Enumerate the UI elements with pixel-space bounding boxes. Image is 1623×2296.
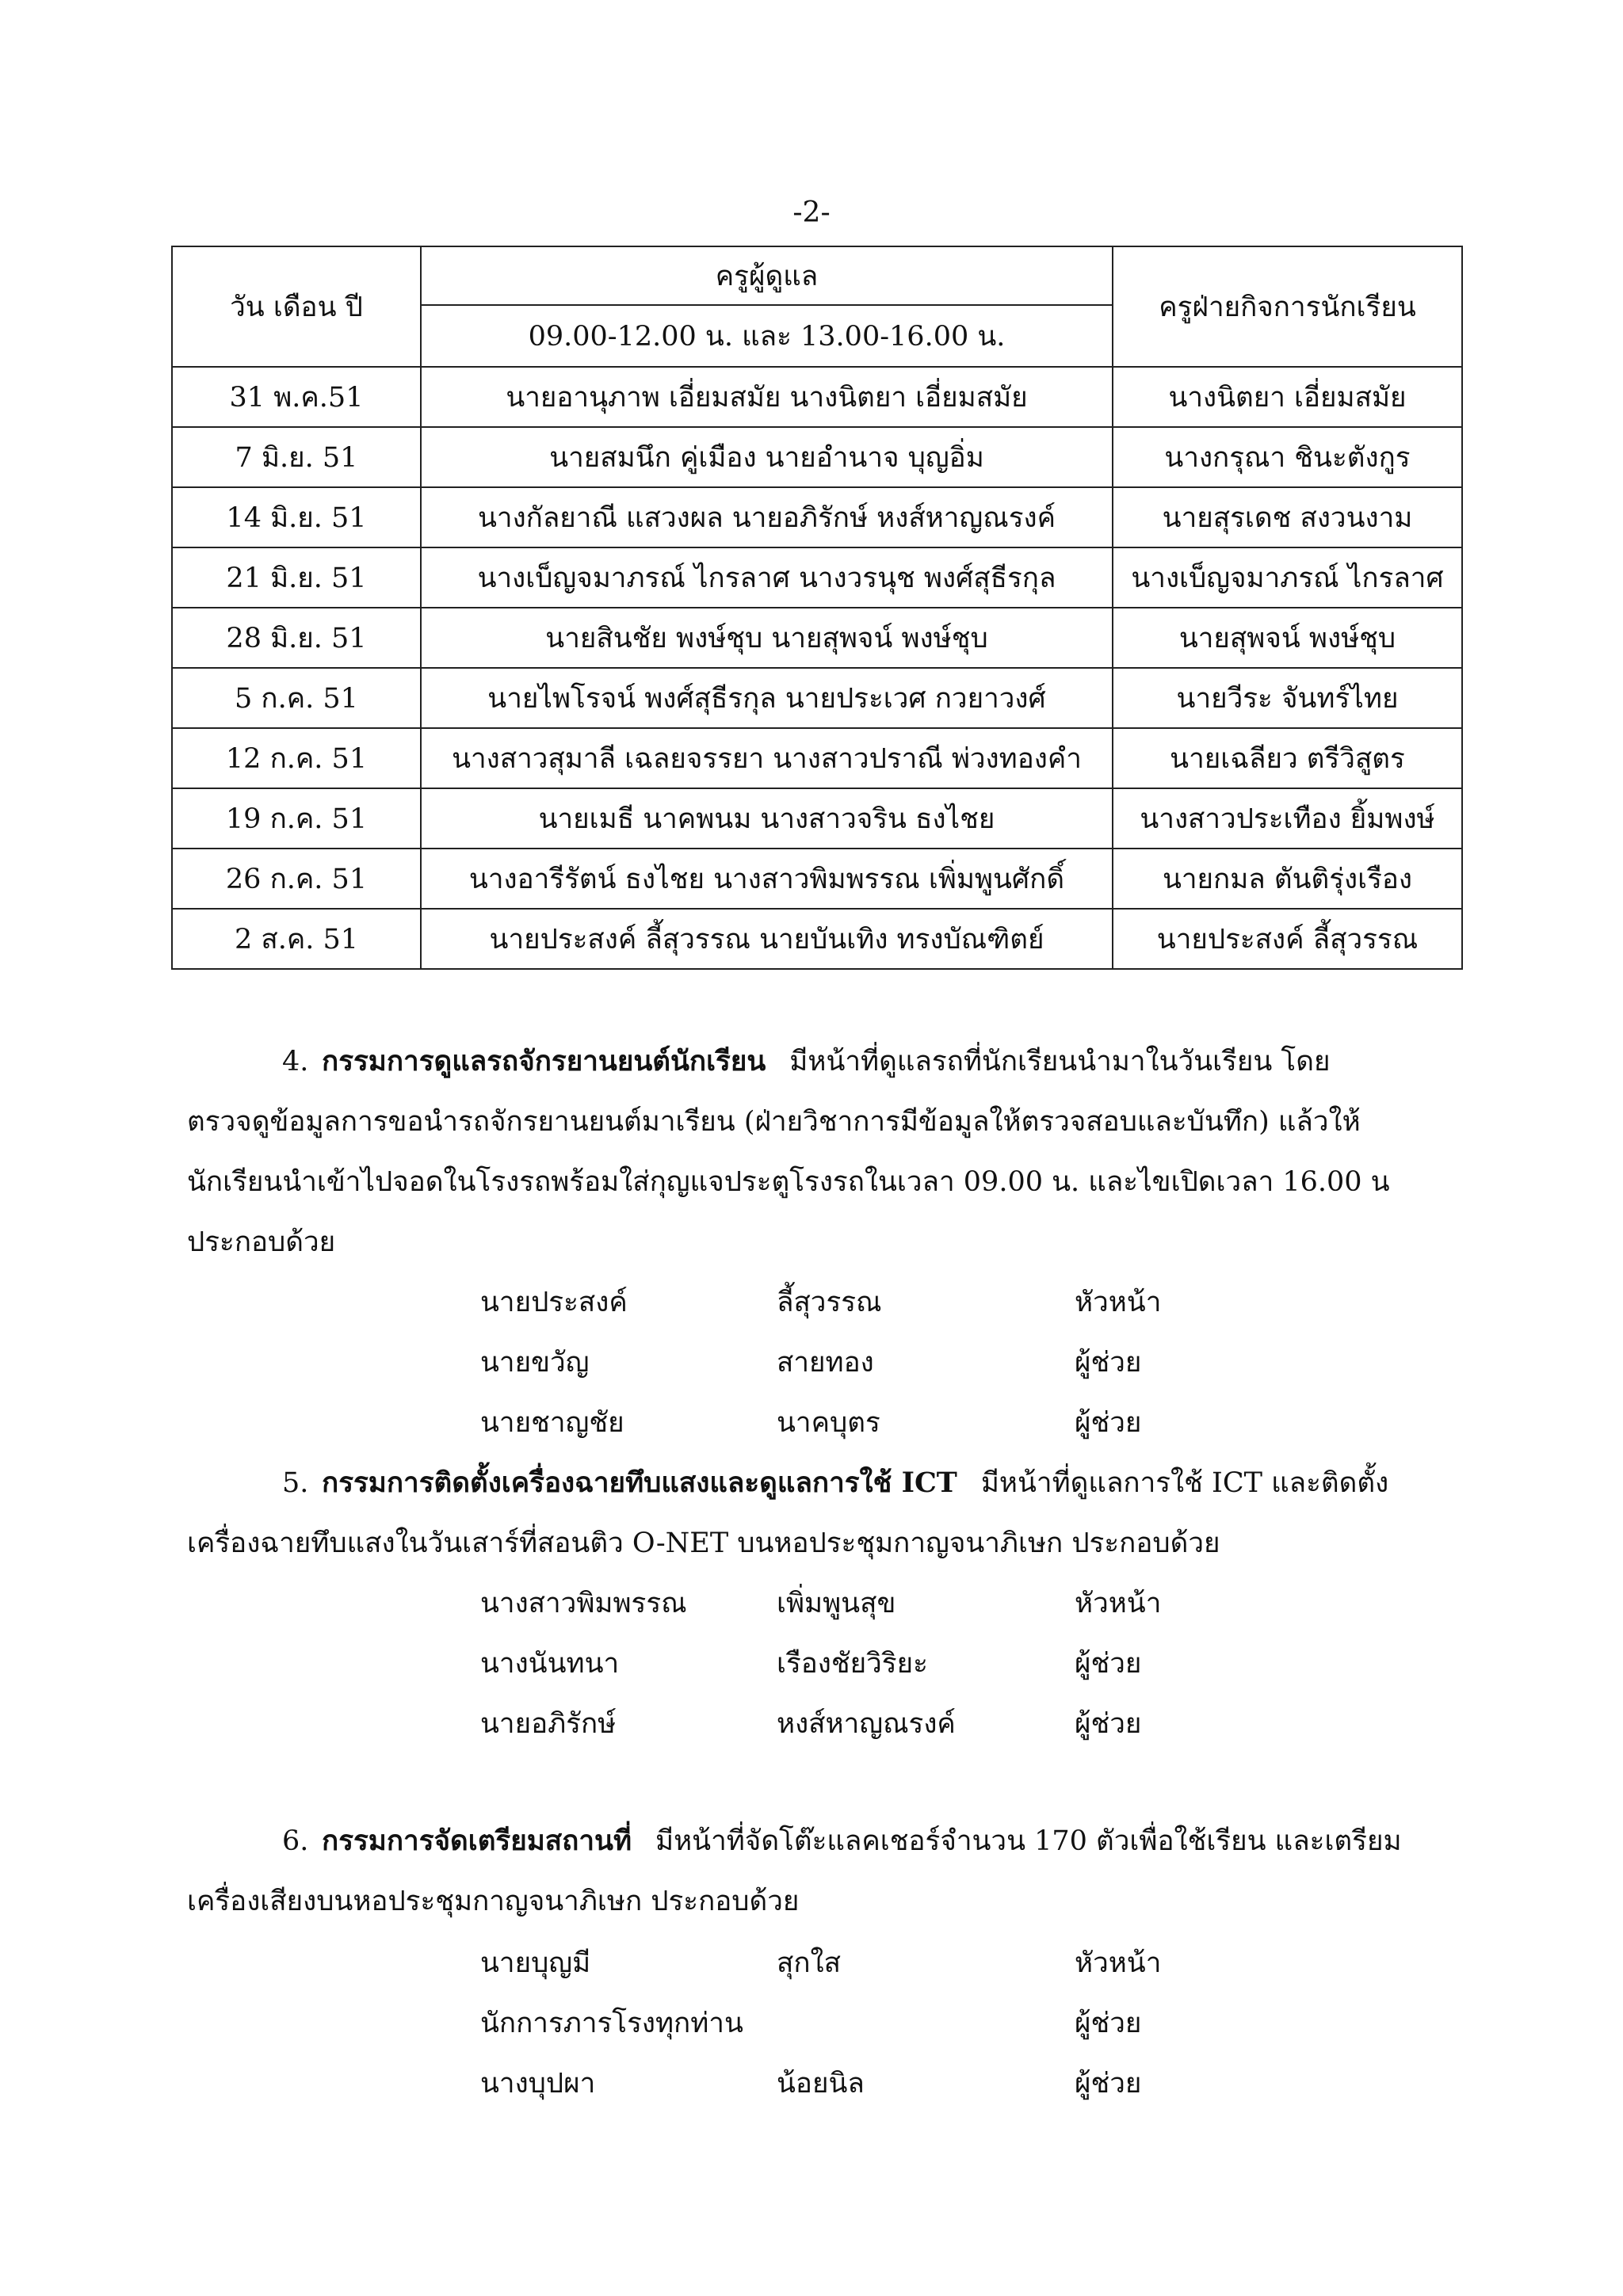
row-date: 12 ก.ค. 51 (172, 728, 421, 788)
row-teachers: นางเบ็ญจมาภรณ์ ไกรลาศ นางวรนุช พงศ์สุธีรกุล (421, 547, 1113, 608)
paragraph-line: เครื่องเสียงบนหอประชุมกาญจนาภิเษก ประกอบด้วย (187, 1886, 800, 1917)
member-last-name: นาคบุตร (777, 1407, 880, 1439)
section-6-first-line (187, 1811, 1455, 1871)
table-row (172, 849, 1462, 909)
member-first-name: นางนันทนา (480, 1648, 620, 1680)
table-row (172, 909, 1462, 969)
member-first-name: นายบุญมี (480, 1947, 591, 1979)
member-last-name: หงส์หาญณรงค์ (777, 1708, 956, 1740)
section-4-first-line (187, 1032, 1455, 1092)
member-role: ผู้ช่วย (1075, 2068, 1142, 2100)
member-row (0, 1333, 1623, 1393)
row-date: 26 ก.ค. 51 (172, 849, 421, 909)
member-role: ผู้ช่วย (1075, 1347, 1142, 1379)
section-5-first-line (187, 1453, 1455, 1513)
row-date: 2 ส.ค. 51 (172, 909, 421, 969)
table-row (172, 367, 1462, 427)
section-4-paragraph (187, 1032, 1455, 1272)
row-student-affairs: นายสุรเดช สงวนงาม (1113, 487, 1462, 547)
member-last-name: เรืองชัยวิริยะ (777, 1648, 928, 1680)
member-role: ผู้ช่วย (1075, 1407, 1142, 1439)
member-last-name: เพิ่มพูนสุข (777, 1588, 896, 1619)
row-student-affairs: นายประสงค์ ลี้สุวรรณ (1113, 909, 1462, 969)
paragraph-line: ประกอบด้วย (187, 1226, 336, 1258)
row-teachers: นางอารีรัตน์ ธงไชย นางสาวพิมพรรณ เพิ่มพูนศักดิ์ (421, 849, 1113, 909)
member-row (0, 1933, 1623, 1993)
section-number: 5. (282, 1467, 309, 1499)
member-last-name: สุกใส (777, 1947, 842, 1979)
table-row (172, 547, 1462, 608)
member-first-name: นายอภิรักษ์ (480, 1708, 617, 1740)
row-teachers: นางสาวสุมาลี เฉลยจรรยา นางสาวปราณี พ่วงทองคำ (421, 728, 1113, 788)
row-date: 7 มิ.ย. 51 (172, 427, 421, 487)
row-teachers: นายไพโรจน์ พงศ์สุธีรกุล นายประเวศ กวยาวงศ์ (421, 668, 1113, 728)
paragraph-line: ตรวจดูข้อมูลการขอนำรถจักรยานยนต์มาเรียน (ฝ่ายวิชาการมีข้อมูลให้ตรวจสอบและบันทึก) แล้วให้ (187, 1106, 1361, 1138)
section-lead: มีหน้าที่ดูแลการใช้ ICT และติดตั้ง (980, 1467, 1389, 1499)
member-row (0, 2054, 1623, 2114)
row-student-affairs: นางกรุณา ชินะตังกูร (1113, 427, 1462, 487)
paragraph-line: นักเรียนนำเข้าไปจอดในโรงรถพร้อมใส่กุญแจประตูโรงรถในเวลา 09.00 น. และไขเปิดเวลา 16.00 น (187, 1166, 1390, 1198)
header-hours: 09.00-12.00 น. และ 13.00-16.00 น. (421, 305, 1113, 367)
row-student-affairs: นางเบ็ญจมาภรณ์ ไกรลาศ (1113, 547, 1462, 608)
row-teachers: นายประสงค์ ลี้สุวรรณ นายบันเทิง ทรงบัณฑิตย์ (421, 909, 1113, 969)
row-date: 14 มิ.ย. 51 (172, 487, 421, 547)
paragraph-line: เครื่องฉายทึบแสงในวันเสาร์ที่สอนติว O-NET บนหอประชุมกาญจนาภิเษก ประกอบด้วย (187, 1527, 1220, 1559)
member-first-name: นายขวัญ (480, 1347, 590, 1379)
member-last-name: สายทอง (777, 1347, 874, 1379)
row-teachers: นายเมธี นาคพนม นางสาวจริน ธงไชย (421, 788, 1113, 849)
row-date: 5 ก.ค. 51 (172, 668, 421, 728)
row-student-affairs: นางนิตยา เอี่ยมสมัย (1113, 367, 1462, 427)
section-6-paragraph (187, 1811, 1455, 1932)
header-teachers: ครูผู้ดูแล (421, 246, 1113, 305)
member-row (0, 1634, 1623, 1694)
table-row (172, 427, 1462, 487)
row-student-affairs: นายกมล ตันติรุ่งเรือง (1113, 849, 1462, 909)
row-student-affairs: นายเฉลียว ตรีวิสูตร (1113, 728, 1462, 788)
section-heading: กรรมการดูแลรถจักรยานยนต์นักเรียน (322, 1045, 766, 1077)
row-student-affairs: นายสุพจน์ พงษ์ชุบ (1113, 608, 1462, 668)
row-student-affairs: นางสาวประเทือง ยิ้มพงษ์ (1113, 788, 1462, 849)
member-last-name: น้อยนิล (777, 2068, 865, 2100)
section-lead: มีหน้าที่จัดโต๊ะแลคเชอร์จำนวน 170 ตัวเพื่อใช้เรียน และเตรียม (655, 1825, 1402, 1857)
section-number: 6. (282, 1825, 309, 1857)
table-row (172, 728, 1462, 788)
table-row (172, 788, 1462, 849)
member-first-name: นางสาวพิมพรรณ (480, 1588, 687, 1619)
member-row (0, 1393, 1623, 1453)
row-teachers: นางกัลยาณี แสวงผล นายอภิรักษ์ หงส์หาญณรงค์ (421, 487, 1113, 547)
page-number: -2- (792, 196, 831, 229)
table-row (172, 608, 1462, 668)
member-row (0, 1694, 1623, 1754)
row-teachers: นายสมนึก คู่เมือง นายอำนาจ บุญอิ่ม (421, 427, 1113, 487)
member-first-name: นางบุปผา (480, 2068, 596, 2100)
member-role: หัวหน้า (1075, 1287, 1162, 1318)
section-5-paragraph (187, 1453, 1455, 1573)
member-row (0, 1573, 1623, 1634)
row-date: 19 ก.ค. 51 (172, 788, 421, 849)
row-student-affairs: นายวีระ จันทร์ไทย (1113, 668, 1462, 728)
section-lead: มีหน้าที่ดูแลรถที่นักเรียนนำมาในวันเรียน โดย (789, 1046, 1331, 1077)
row-teachers: นายอานุภาพ เอี่ยมสมัย นางนิตยา เอี่ยมสมัย (421, 367, 1113, 427)
row-teachers: นายสินชัย พงษ์ชุบ นายสุพจน์ พงษ์ชุบ (421, 608, 1113, 668)
supervision-schedule-table (171, 246, 1463, 970)
member-role: ผู้ช่วย (1075, 1708, 1142, 1740)
table-header-row (172, 246, 1462, 305)
member-first-name: นักการภารโรงทุกท่าน (480, 2008, 743, 2039)
header-date: วัน เดือน ปี (172, 246, 421, 367)
member-last-name: ลี้สุวรรณ (777, 1287, 882, 1318)
row-date: 28 มิ.ย. 51 (172, 608, 421, 668)
table-row (172, 487, 1462, 547)
section-number: 4. (282, 1046, 309, 1077)
header-student-affairs: ครูฝ่ายกิจการนักเรียน (1113, 246, 1462, 367)
member-role: หัวหน้า (1075, 1947, 1162, 1979)
member-role: ผู้ช่วย (1075, 2008, 1142, 2039)
section-heading: กรรมการจัดเตรียมสถานที่ (322, 1825, 632, 1857)
member-role: หัวหน้า (1075, 1588, 1162, 1619)
member-first-name: นายประสงค์ (480, 1287, 628, 1318)
row-date: 31 พ.ค.51 (172, 367, 421, 427)
member-first-name: นายชาญชัย (480, 1407, 624, 1439)
member-role: ผู้ช่วย (1075, 1648, 1142, 1680)
member-row (0, 1272, 1623, 1333)
member-row (0, 1993, 1623, 2054)
section-heading: กรรมการติดตั้งเครื่องฉายทึบแสงและดูแลการใช้ ICT (322, 1466, 957, 1499)
row-date: 21 มิ.ย. 51 (172, 547, 421, 608)
table-row (172, 668, 1462, 728)
